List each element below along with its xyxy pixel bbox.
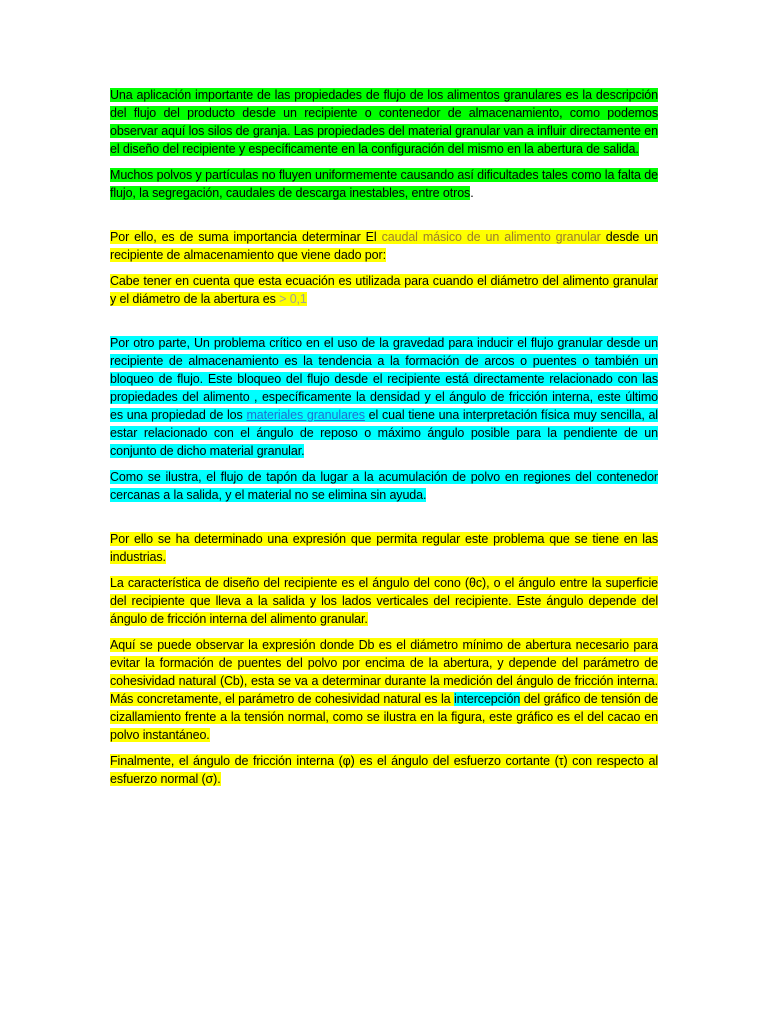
paragraph-period: .: [470, 186, 474, 200]
paragraph-text-start: Aquí se puede observar la expresión donde Db es el diámetro mínimo de abertura necesario para evitar la formación de puentes del polvo por encima de la abertura, y depende del parámetro de cohesividad natural (Cb), esta se va a determinar durante la medición del ángulo de fricción interna. Más concretamente, el parámetro de cohesividad natural es la: [110, 638, 658, 706]
paragraph-expression-intro: [110, 530, 658, 566]
highlighted-term: caudal másico de un alimento granular: [381, 230, 601, 244]
paragraph-flow-difficulties: [110, 166, 658, 202]
paragraph-text-end: del gráfico de tensión de cizallamiento frente a la tensión normal, como se ilustra en la figura, este gráfico es el del cacao en polvo instantáneo.: [110, 692, 658, 742]
paragraph-text-start: Por otro parte, Un problema crítico en el uso de la gravedad para inducir el flujo granular desde un recipiente de almacenamiento es la tendencia a la formación de arcos o puentes o también un bloqueo de flujo. Este bloqueo del flujo desde el recipiente está directamente relacionado con las propiedades del alimento , específicamente la densidad y el ángulo de fricción interna, este último es una propiedad de los: [110, 336, 658, 422]
paragraph-text-end: desde un recipiente de almacenamiento que viene dado por:: [110, 230, 658, 262]
paragraph-friction-angle: [110, 752, 658, 788]
paragraph-cone-angle: [110, 574, 658, 628]
paragraph-text: Como se ilustra, el flujo de tapón da lugar a la acumulación de polvo en regiones del contenedor cercanas a la salida, y el material no se elimina sin ayuda.: [110, 470, 658, 502]
paragraph-text: [110, 274, 658, 306]
paragraph-flow-application: [110, 86, 658, 158]
document-body: [110, 86, 658, 796]
intercept-term: intercepción: [453, 692, 521, 706]
granular-materials-link[interactable]: materiales granulares: [246, 408, 365, 422]
paragraph-text: Finalmente, el ángulo de fricción interna (φ) es el ángulo del esfuerzo cortante (τ) con respecto al esfuerzo normal (σ).: [110, 754, 658, 786]
paragraph-text: [110, 230, 658, 262]
paragraph-equation-condition: [110, 272, 658, 308]
paragraph-text: La característica de diseño del recipiente es el ángulo del cono (θc), o el ángulo entre la superficie del recipiente que lleva a la salida y los lados verticales del recipiente. Este ángulo depende del ángulo de fricción interna del alimento granular.: [110, 576, 658, 626]
paragraph-minimum-diameter: [110, 636, 658, 744]
paragraph-flow-blockage: [110, 334, 658, 460]
paragraph-text: Una aplicación importante de las propiedades de flujo de los alimentos granulares es la descripción del flujo del producto desde un recipiente o contenedor de almacenamiento, como podemos observar aquí los silos de granja. Las propiedades del material granular van a influir directamente en el diseño del recipiente y específicamente en la configuración del mismo en la abertura de salida.: [110, 88, 658, 156]
paragraph-text-start: Por ello, es de suma importancia determinar El: [110, 230, 382, 244]
condition-value: > 0,1: [279, 292, 307, 306]
paragraph-text-start: Cabe tener en cuenta que esta ecuación es utilizada para cuando el diámetro del alimento granular y el diámetro de la abertura es: [110, 274, 658, 306]
paragraph-mass-flow: [110, 228, 658, 264]
paragraph-text-end: el cual tiene una interpretación física muy sencilla, al estar relacionado con el ángulo de reposo o máximo ángulo posible para la pendiente de un conjunto de dicho material granular.: [110, 408, 658, 458]
paragraph-text: Muchos polvos y partículas no fluyen uniformemente causando así dificultades tales como la falta de flujo, la segregación, caudales de descarga inestables, entre otros: [110, 168, 658, 200]
paragraph-text: [110, 336, 658, 458]
paragraph-text: Por ello se ha determinado una expresión que permita regular este problema que se tiene en las industrias.: [110, 532, 658, 564]
paragraph-plug-flow: [110, 468, 658, 504]
